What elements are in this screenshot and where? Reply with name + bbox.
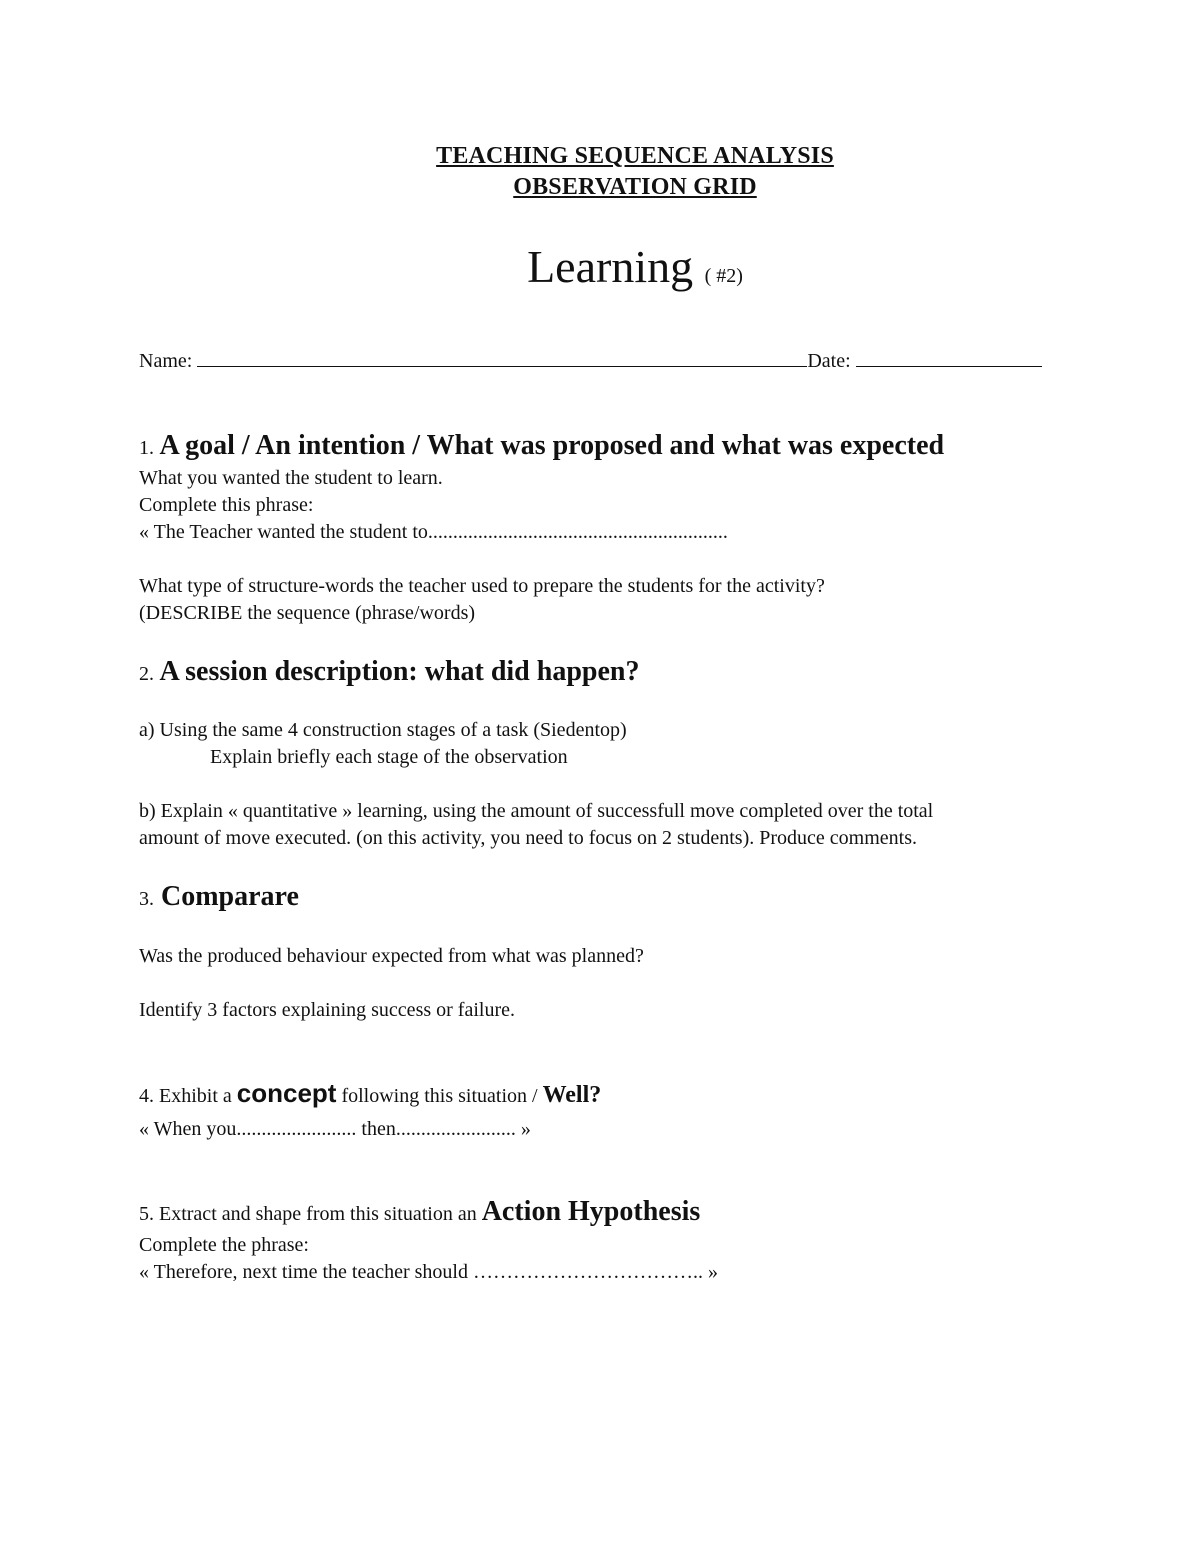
- document-subtitle: OBSERVATION GRID: [513, 174, 757, 200]
- section-5-heading: [139, 1198, 700, 1228]
- date-field[interactable]: [856, 350, 1042, 367]
- section-1-text-5: (DESCRIBE the sequence (phrase/words): [139, 602, 476, 624]
- section-1-title: A goal / An intention / What was proposed and what was expected: [159, 430, 945, 461]
- section-1-heading: [139, 430, 944, 462]
- learning-heading: [0, 240, 1200, 293]
- section-4-prefix: 4. Exhibit a: [139, 1085, 232, 1107]
- section-3-text-2: Identify 3 factors explaining success or failure.: [139, 999, 515, 1021]
- section-2-a-text-2: Explain briefly each stage of the observation: [210, 746, 568, 768]
- section-4-well: Well?: [542, 1082, 602, 1108]
- section-3-number: 3.: [139, 888, 154, 910]
- section-1-text-1: What you wanted the student to learn.: [139, 467, 443, 489]
- section-5-emphasis: Action Hypothesis: [481, 1196, 701, 1227]
- section-1-text-4: What type of structure-words the teacher used to prepare the students for the activity?: [139, 575, 825, 597]
- name-label: Name:: [139, 350, 193, 372]
- section-2-title: A session description: what did happen?: [159, 656, 640, 687]
- section-5-prefix: 5. Extract and shape from this situation an: [139, 1203, 477, 1225]
- section-2-a-text-1: a) Using the same 4 construction stages of a task (Siedentop): [139, 719, 627, 741]
- section-4-middle: following this situation /: [341, 1085, 538, 1107]
- document-title: TEACHING SEQUENCE ANALYSIS: [436, 143, 834, 169]
- section-2-heading: [139, 656, 639, 688]
- section-3-heading: [139, 881, 299, 913]
- section-3-title: Comparare: [161, 881, 299, 912]
- section-5-text-2: « Therefore, next time the teacher should …………………………….. »: [139, 1261, 718, 1283]
- section-2-number: 2.: [139, 663, 154, 685]
- name-date-row: [139, 348, 1042, 375]
- name-field[interactable]: [197, 350, 807, 367]
- section-2-b-text-2: amount of move executed. (on this activity, you need to focus on 2 students). Produce comments.: [139, 827, 917, 849]
- date-label: Date:: [807, 350, 851, 372]
- section-2-b-text-1: b) Explain « quantitative » learning, using the amount of successfull move completed over the total: [139, 800, 934, 822]
- section-5-text-1: Complete the phrase:: [139, 1234, 309, 1256]
- section-1-text-3: « The Teacher wanted the student to............................................................: [139, 521, 728, 543]
- section-4-concept: concept: [236, 1078, 337, 1108]
- section-3-text-1: Was the produced behaviour expected from what was planned?: [139, 945, 644, 967]
- learning-number: ( #2): [704, 265, 743, 287]
- section-4-heading: [139, 1080, 601, 1110]
- learning-title: Learning: [527, 241, 694, 292]
- section-1-number: 1.: [139, 437, 154, 459]
- section-1-text-2: Complete this phrase:: [139, 494, 314, 516]
- section-4-text-1: « When you........................ then........................ »: [139, 1118, 531, 1140]
